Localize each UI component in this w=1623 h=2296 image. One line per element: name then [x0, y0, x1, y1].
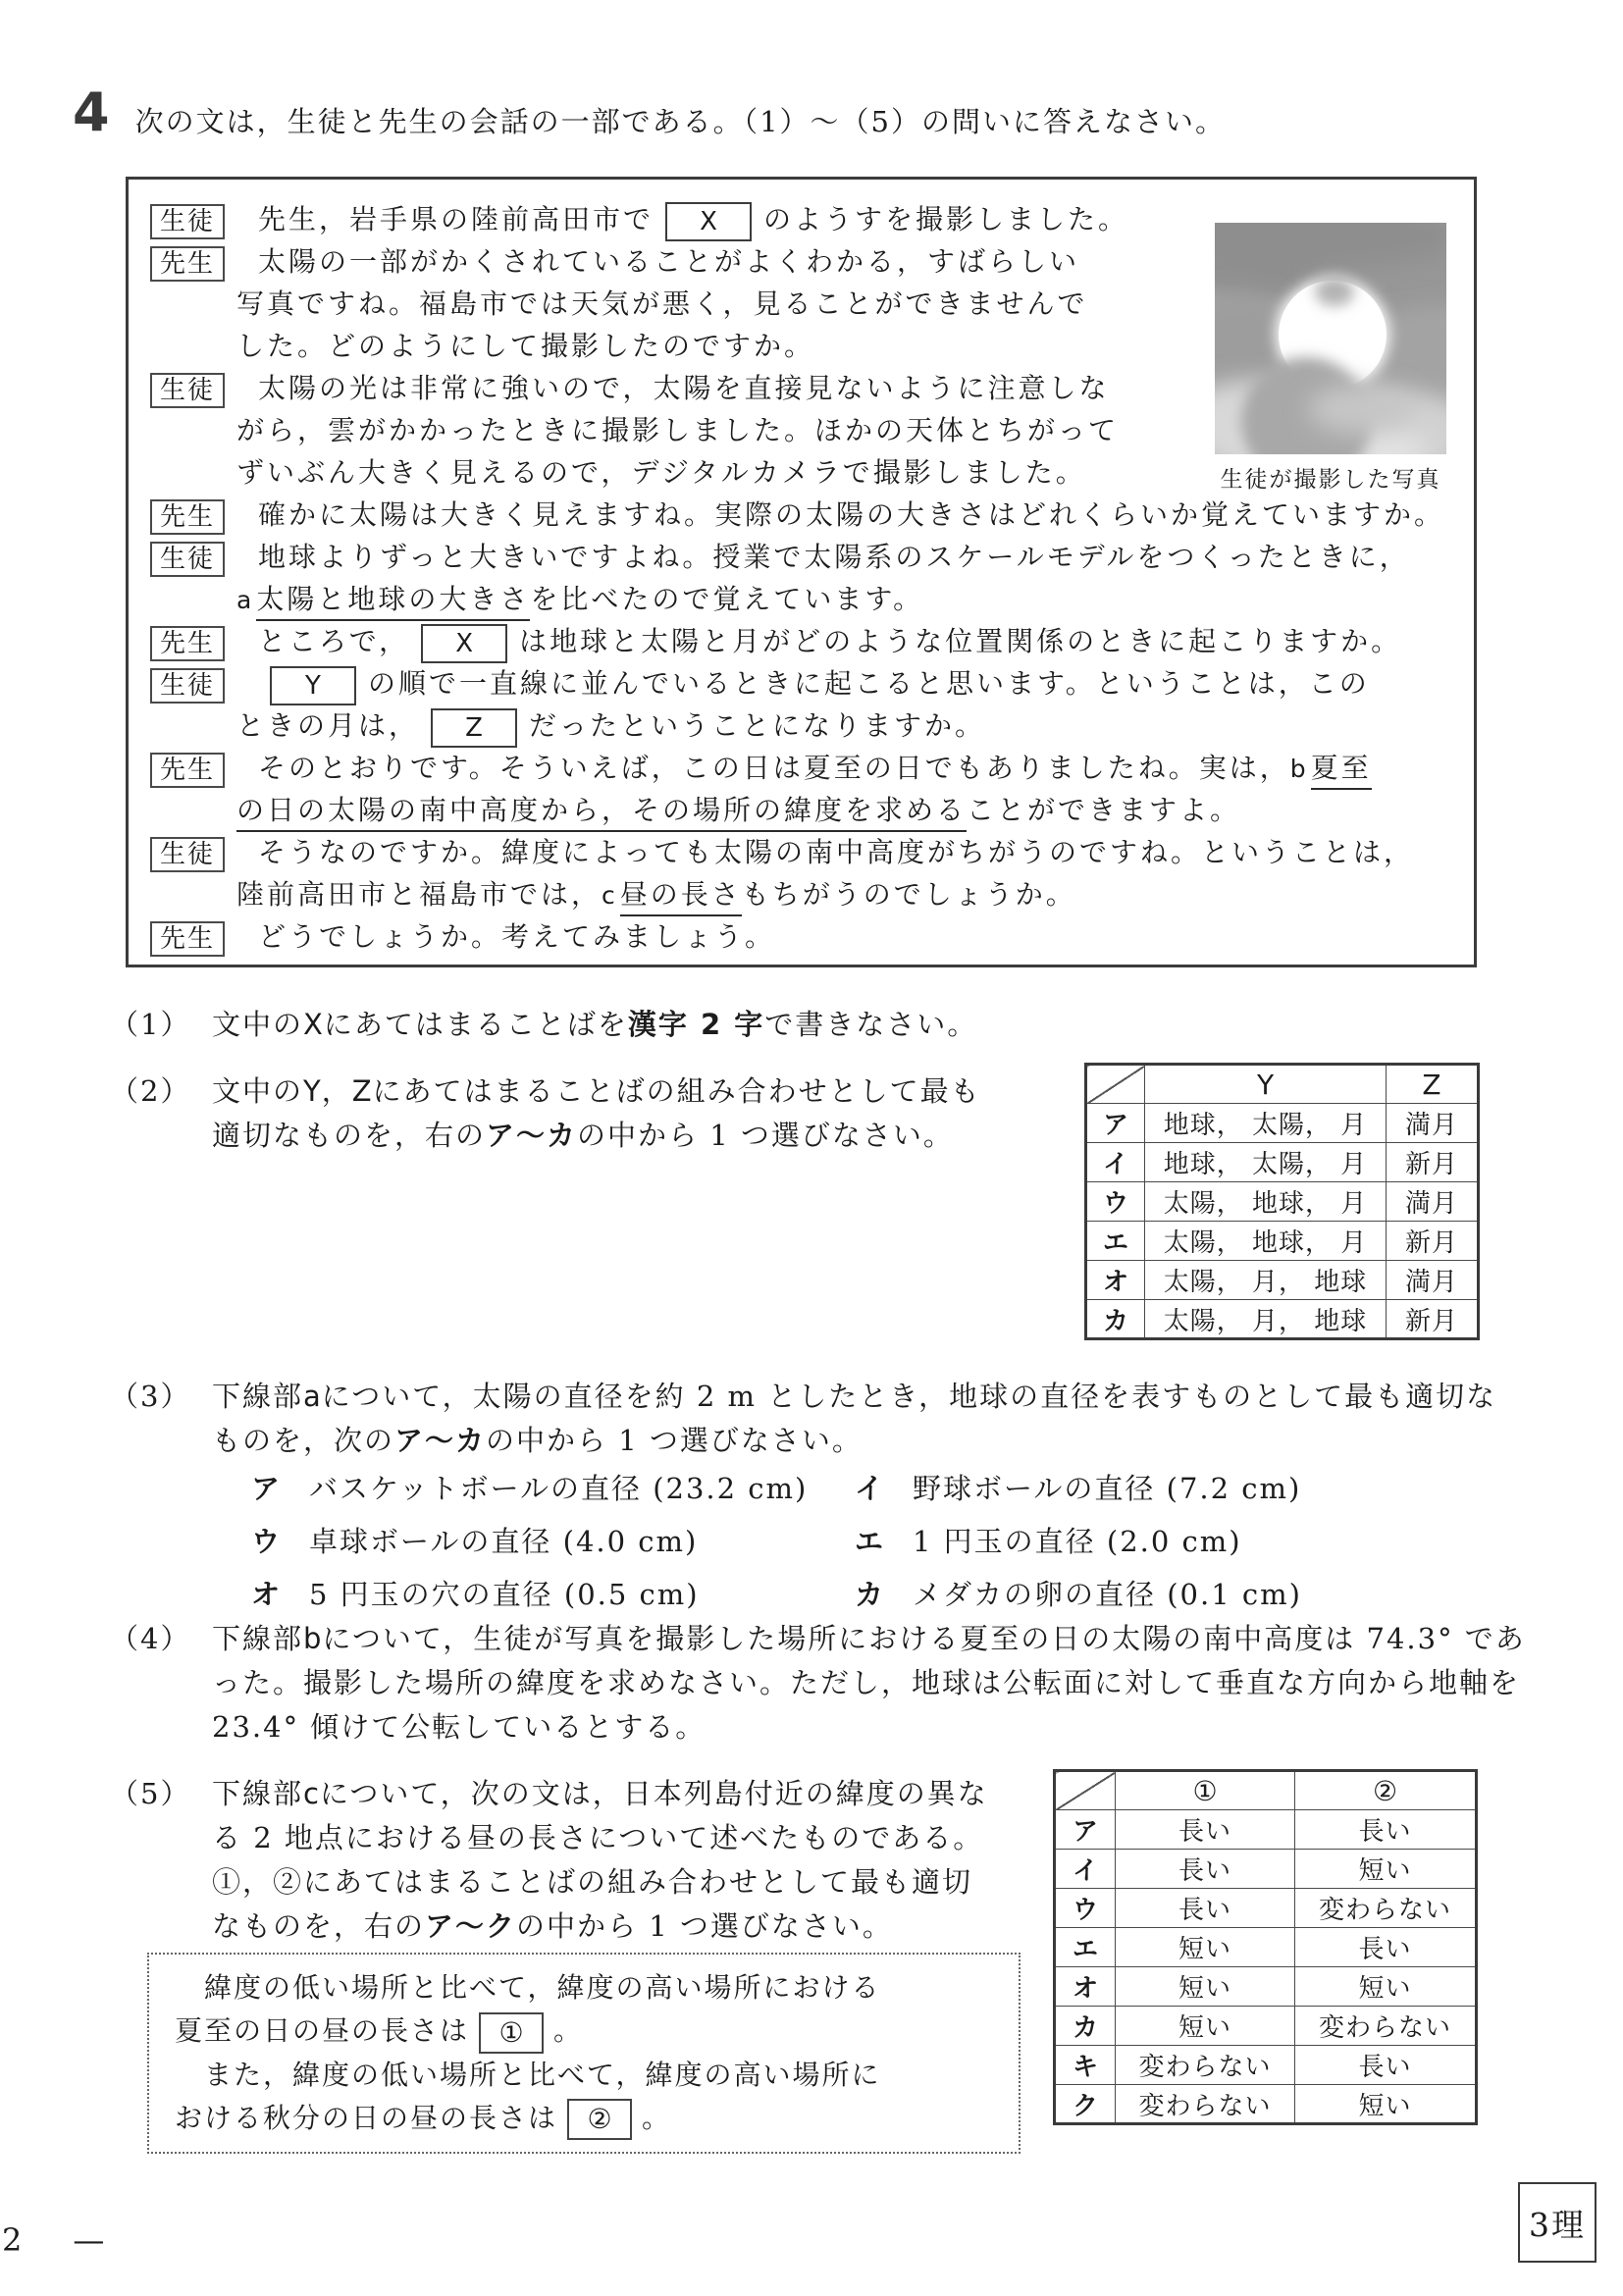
speaker-label: 先生 [150, 246, 225, 282]
question-3 [110, 1375, 1517, 1614]
option-label: カ [855, 1578, 884, 1611]
segment-sans: Z [351, 1074, 373, 1108]
question-2-number: （2） [110, 1074, 191, 1108]
segment-t: 緯度の低い場所と比べて，緯度の高い場所における [204, 1971, 881, 2004]
segment-t: のようすを撮影しました。 [763, 203, 1129, 235]
table-row [1086, 1261, 1479, 1300]
segment-b: ア～カ [394, 1424, 487, 1457]
option-label: ア [251, 1472, 281, 1505]
segment-t: 写真ですね。福島市では天気が悪く，見ることができませんで [236, 287, 1088, 320]
segment-sans: a [303, 1380, 322, 1413]
table-cell: 長い [1295, 1928, 1477, 1967]
question-4-text [212, 1617, 1527, 1749]
dialogue-line [150, 831, 1448, 873]
question-3-text [212, 1380, 1496, 1457]
segment-sans: b [303, 1622, 323, 1655]
option-text: 野球ボールの直径 (7.2 cm) [913, 1472, 1302, 1505]
dialogue-line [150, 536, 1448, 578]
segment-t: だったということになりますか。 [529, 709, 986, 742]
table-cell: 短い [1295, 1967, 1477, 2007]
table-cell: 長い [1116, 1889, 1295, 1928]
question-2-text [212, 1070, 997, 1158]
segment-t: 。 [642, 2101, 672, 2134]
segment-t: について，次の文は，日本列島付近の緯度の異なる 2 地点における昼の長さについて述べたものである。①，②にあてはまることばの組み合わせとして最も適切なものを，右の [212, 1777, 988, 1943]
choice-label: イ [1086, 1143, 1145, 1182]
table-cell: 変わらない [1116, 2046, 1295, 2085]
segment-t: 太陽の一部がかくされていることがよくわかる，すばらしい [258, 245, 1080, 278]
column-header: ② [1295, 1771, 1477, 1810]
table-cell: 新月 [1387, 1222, 1479, 1261]
speaker-label: 先生 [150, 626, 225, 661]
option-item [251, 1522, 855, 1561]
option-item [251, 1575, 855, 1614]
table-cell: 地球， 太陽， 月 [1145, 1143, 1387, 1182]
question-2 [110, 1070, 997, 1158]
segment-sans: X [303, 1008, 324, 1041]
question-4-number: （4） [110, 1622, 191, 1655]
table-cell: 太陽， 地球， 月 [1145, 1222, 1387, 1261]
table-row [1055, 2007, 1477, 2046]
table-cell: 短い [1295, 2085, 1477, 2124]
segment-t: の中から 1 つ選びなさい。 [577, 1119, 954, 1152]
eclipse-photo-figure [1215, 223, 1446, 494]
option-text: メダカの卵の直径 (0.1 cm) [913, 1578, 1302, 1611]
dialogue-line [150, 662, 1448, 704]
segment-t: そのとおりです。そういえば，この日は夏至の日でもありましたね。実は， [258, 752, 1290, 784]
option-item [855, 1575, 1517, 1614]
note-line [175, 2009, 993, 2054]
daylength-answer-table [1053, 1769, 1478, 2125]
choice-label: エ [1086, 1222, 1145, 1261]
segment-t: を比べたので覚えています。 [530, 583, 924, 615]
speaker-label: 生徒 [150, 668, 225, 704]
speaker-label: 生徒 [150, 837, 225, 872]
segment-b: 漢字 2 字 [627, 1008, 765, 1041]
segment-u: 昼の長さ [620, 878, 742, 916]
table-row [1086, 1182, 1479, 1222]
segment-t: 文中の [212, 1008, 304, 1041]
segment-box: X [421, 624, 507, 663]
question-1-text [212, 1003, 977, 1047]
segment-t: 夏至の日の昼の長さは [175, 2014, 470, 2047]
table-cell: 短い [1116, 2007, 1295, 2046]
segment-t: の中から 1 つ選びなさい。 [516, 1909, 893, 1943]
choice-label: カ [1055, 2007, 1116, 2046]
table-row [1086, 1222, 1479, 1261]
segment-label: b [1289, 755, 1306, 783]
segment-t: ことができますよ。 [967, 794, 1241, 826]
option-item [855, 1469, 1517, 1508]
question-5-number: （5） [110, 1777, 191, 1810]
segment-t: もちがうのでしょうか。 [741, 878, 1076, 911]
question-4 [110, 1617, 1527, 1749]
table-cell: 満月 [1387, 1261, 1479, 1300]
segment-cbox: ② [567, 2099, 632, 2140]
table-cell: 満月 [1387, 1182, 1479, 1222]
segment-t: は地球と太陽と月がどのような位置関係のときに起こりますか。 [519, 625, 1402, 657]
dialogue-line [150, 789, 1448, 831]
segment-t: 下線部 [212, 1380, 304, 1413]
segment-t: について，太陽の直径を約 2 m としたとき，地球の直径を表すものとして最も適切なものを，次の [212, 1380, 1497, 1457]
table-cell: 長い [1116, 1810, 1295, 1850]
table-cell: 長い [1295, 2046, 1477, 2085]
segment-t: ときの月は， [236, 709, 420, 742]
segment-u: 太陽と地球の大きさ [256, 583, 530, 621]
segment-t: ， [321, 1074, 352, 1108]
table-cell: 新月 [1387, 1300, 1479, 1339]
option-text: 1 円玉の直径 (2.0 cm) [913, 1525, 1242, 1558]
question-3-options [251, 1469, 1517, 1614]
dialogue-line [150, 620, 1448, 662]
choice-label: エ [1055, 1928, 1116, 1967]
table-cell: 短い [1116, 1967, 1295, 2007]
segment-label: c [602, 881, 615, 910]
answer-table [1053, 1769, 1478, 2125]
segment-t: で書きなさい。 [764, 1008, 978, 1041]
segment-t: 太陽の光は非常に強いので，太陽を直接見ないように注意しな [258, 372, 1110, 404]
table-cell: 短い [1295, 1850, 1477, 1889]
table-cell: 太陽， 地球， 月 [1145, 1182, 1387, 1222]
segment-t: 地球よりずっと大きいですよね。授業で太陽系のスケールモデルをつくったときに， [258, 541, 1410, 573]
table-row [1055, 2046, 1477, 2085]
table-row [1055, 2085, 1477, 2124]
segment-t: 下線部 [212, 1777, 304, 1810]
question-5 [110, 1772, 997, 1949]
table-row [1086, 1104, 1479, 1143]
speaker-label: 先生 [150, 499, 225, 535]
diagonal-header-cell [1055, 1771, 1116, 1810]
segment-sans: c [303, 1777, 320, 1810]
segment-u: 夏至 [1311, 752, 1372, 790]
table-cell: 変わらない [1116, 2085, 1295, 2124]
segment-t: 。 [553, 2014, 584, 2047]
table-cell: 太陽， 月， 地球 [1145, 1300, 1387, 1339]
table-row [1055, 1850, 1477, 1889]
dialogue-line [150, 494, 1448, 536]
segment-t: 文中の [212, 1074, 304, 1108]
table-cell: 新月 [1387, 1143, 1479, 1182]
table-cell: 満月 [1387, 1104, 1479, 1143]
diagonal-header-cell [1086, 1065, 1145, 1104]
table-cell: 地球， 太陽， 月 [1145, 1104, 1387, 1143]
segment-t: した。どのようにして撮影したのですか。 [236, 330, 815, 362]
question-instruction: 次の文は，生徒と先生の会話の一部である。（1）～（5）の問いに答えなさい。 [134, 105, 1226, 138]
option-text: 5 円玉の穴の直径 (0.5 cm) [309, 1578, 700, 1611]
segment-t: について，生徒が写真を撮影した場所における夏至の日の太陽の南中高度は 74.3° であった。撮影した場所の緯度を求めなさい。ただし，地球は公転面に対して垂直な方向から地軸を 23.4° 傾けて公転しているとする。 [212, 1622, 1526, 1744]
table-row [1055, 1810, 1477, 1850]
option-label: イ [855, 1472, 884, 1505]
speaker-label: 先生 [150, 921, 225, 957]
speaker-label: 生徒 [150, 373, 225, 408]
segment-t: にあてはまることばの組み合わせとして最も適切なものを，右の [212, 1074, 981, 1152]
choice-label: ウ [1055, 1889, 1116, 1928]
segment-t: どうでしょうか。考えてみましょう。 [258, 920, 776, 953]
segment-t: ところで， [258, 625, 410, 657]
dialogue-box [126, 177, 1477, 967]
option-text: 卓球ボールの直径 (4.0 cm) [309, 1525, 699, 1558]
column-header: ① [1116, 1771, 1295, 1810]
option-label: エ [855, 1525, 884, 1558]
speaker-label: 生徒 [150, 542, 225, 577]
page-number: 2 — [2, 2221, 115, 2259]
subject-label: 3理 [1529, 2205, 1586, 2244]
segment-u: の日の太陽の南中高度から，その場所の緯度を求める [236, 794, 967, 832]
segment-cbox: ① [479, 2012, 544, 2054]
segment-t: そうなのですか。緯度によっても太陽の南中高度がちがうのですね。ということは， [258, 836, 1415, 868]
note-line [175, 2054, 993, 2097]
dialogue-line [150, 704, 1448, 747]
option-item [251, 1469, 855, 1508]
table-row [1055, 1967, 1477, 2007]
table-row [1055, 1889, 1477, 1928]
segment-b: ア～ク [425, 1909, 517, 1943]
note-line [175, 2097, 993, 2141]
choice-label: オ [1055, 1967, 1116, 2007]
subject-label-box [1518, 2182, 1597, 2263]
table-cell: 変わらない [1295, 1889, 1477, 1928]
question-3-body [212, 1375, 1517, 1614]
choice-label: ア [1055, 1810, 1116, 1850]
choice-label: ア [1086, 1104, 1145, 1143]
note-line [175, 1966, 993, 2009]
table-row [1055, 1928, 1477, 1967]
column-header: Y [1145, 1065, 1387, 1104]
table-cell: 長い [1116, 1850, 1295, 1889]
table-row [1086, 1143, 1479, 1182]
question-1-number: （1） [110, 1008, 191, 1041]
yz-answer-table [1084, 1063, 1480, 1340]
option-label: オ [251, 1578, 281, 1611]
segment-box: X [665, 202, 752, 241]
segment-t: また，緯度の低い場所と比べて，緯度の高い場所に [204, 2058, 881, 2091]
segment-t: 確かに太陽は大きく見えますね。実際の太陽の大きさはどれくらいか覚えていますか。 [258, 498, 1445, 531]
question-5-text [212, 1772, 997, 1949]
segment-box: Y [270, 666, 356, 705]
option-item [855, 1522, 1517, 1561]
segment-t: おける秋分の日の昼の長さは [175, 2101, 558, 2134]
table-row [1086, 1300, 1479, 1339]
segment-t: ずいぶん大きく見えるので，デジタルカメラで撮影しました。 [236, 456, 1086, 489]
segment-t: がら，雲がかかったときに撮影しました。ほかの天体とちがって [236, 414, 1120, 446]
segment-box: Z [431, 708, 517, 748]
dialogue-line [150, 873, 1448, 915]
column-header: Z [1387, 1065, 1479, 1104]
photo-caption: 生徒が撮影した写真 [1220, 467, 1441, 493]
question-1 [110, 1003, 1484, 1047]
segment-t: の中から 1 つ選びなさい。 [486, 1424, 863, 1457]
question-header [73, 81, 1226, 143]
choice-label: ウ [1086, 1182, 1145, 1222]
table-cell: 太陽， 月， 地球 [1145, 1261, 1387, 1300]
segment-t: にあてはまることばを [323, 1008, 628, 1041]
segment-t: の順で一直線に並んでいるときに起こると思います。ということは，この [368, 667, 1370, 700]
choice-label: カ [1086, 1300, 1145, 1339]
dialogue-line [150, 578, 1448, 620]
dialogue-line [150, 915, 1448, 958]
speaker-label: 生徒 [150, 204, 225, 239]
choice-label: キ [1055, 2046, 1116, 2085]
table-cell: 変わらない [1295, 2007, 1477, 2046]
segment-b: ア～カ [486, 1119, 578, 1152]
question-number: 4 [73, 81, 110, 143]
eclipse-photo [1215, 223, 1446, 454]
option-label: ウ [251, 1525, 281, 1558]
segment-label: a [236, 586, 252, 614]
segment-t: 陸前高田市と福島市では， [236, 878, 602, 911]
segment-t: 先生，岩手県の陸前高田市で [258, 203, 654, 235]
segment-sans: Y [303, 1074, 322, 1108]
option-text: バスケットボールの直径 (23.2 cm) [309, 1472, 809, 1505]
question-5-note-box [147, 1953, 1021, 2154]
answer-table [1084, 1063, 1480, 1340]
table-cell: 短い [1116, 1928, 1295, 1967]
speaker-label: 先生 [150, 753, 225, 788]
segment-t: 下線部 [212, 1622, 304, 1655]
dialogue-line [150, 747, 1448, 789]
choice-label: イ [1055, 1850, 1116, 1889]
question-3-number: （3） [110, 1380, 191, 1413]
choice-label: ク [1055, 2085, 1116, 2124]
choice-label: オ [1086, 1261, 1145, 1300]
table-cell: 長い [1295, 1810, 1477, 1850]
